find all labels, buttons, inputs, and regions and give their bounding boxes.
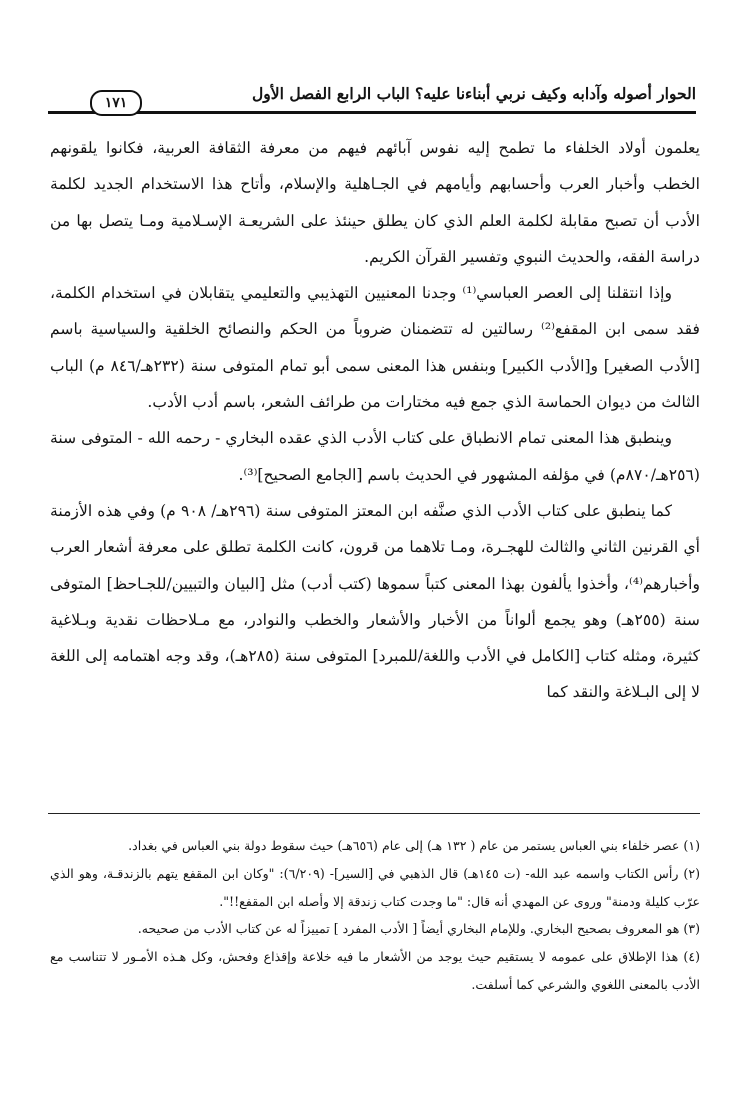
paragraph: كما ينطبق على كتاب الأدب الذي صنَّفه ابن المعتز المتوفى سنة (٢٩٦هـ/ ٩٠٨ م) وفي هذه الأزمنة أي القرنين الثاني والثالث للهجـرة، ومـا تلاهما من قرون، كانت الكلمة تطلق على معرفة أشعار العرب وأخبارهم⁽⁴⁾، وأخذوا يألفون بهذا المعنى كتباً سموها (كتب أدب) مثل [البيان والتبيين/للجـاحظ] المتوفى سنة (٢٥٥هـ) وهو يجمع ألواناً من الأخبار والأشعار والخطب والنوادر، مع مـلاحظات نقدية وبـلاغية كثيرة، ومثله كتاب [الكامل في الأدب واللغة/للمبرد] المتوفى سنة (٢٨٥هـ)، وقد وجه اهتمامه إلى اللغة لا إلى البـلاغة والنقد كما [50, 501, 700, 702]
running-header [48, 84, 696, 114]
paragraph: وينطبق هذا المعنى تمام الانطباق على كتاب الأدب الذي عقده البخاري - رحمه الله - المتوفى سنة (٢٥٦هـ/٨٧٠م) في مؤلفه المشهور في الحديث باسم [الجامع الصحيح]⁽³⁾. [50, 429, 700, 484]
paragraph: يعلمون أولاد الخلفاء ما تطمح إليه نفوس آبائهم فيهم من معرفة الثقافة العربية، فكانوا يلقونهم الخطب وأخبار العرب وأحسابهم وأيامهم في الجـاهلية والإسلام، وأتاح هذا الاستخدام الجديد لكلمة الأدب أن تصبح مقابلة لكلمة العلم الذي كان يطلق حينئذ على الشريعـة الإسـلامية ومـا يتصل بها من دراسة الفقه، والحديث النبوي وتفسير القرآن الكريم. [50, 139, 700, 266]
footnotes [50, 832, 700, 999]
footnote: (١) عصر خلفاء بني العباس يستمر من عام ( ١٣٢ هـ) إلى عام (٦٥٦هـ) حيث سقوط دولة بني العباس في بغداد. [128, 838, 700, 853]
footnote: (٢) رأس الكتاب واسمه عبد الله- (ت ١٤٥هـ) قال الذهبي في [السير]- (٦/٢٠٩): "وكان ابن المقفع يتهم بالزندقـة، وهو الذي عرّب كليلة ودمنة" وروى عن المهدي أنه قال: "ما وجدت كتاب زندقة إلا وأصله ابن المقفع!!". [50, 865, 700, 909]
main-text [50, 130, 700, 711]
footnote-separator [48, 813, 700, 814]
header-rule [48, 111, 696, 114]
page-number: ١٧١ [90, 90, 142, 116]
footnote: (٣) هو المعروف بصحيح البخاري. وللإمام البخاري أيضاً [ الأدب المفرد ] تمييزاً له عن كتاب الأدب من صحيحه. [137, 921, 700, 937]
footnote: (٤) هذا الإطلاق على عمومه لا يستقيم حيث يوجد من الأشعار ما فيه خلاعة وإقذاع وفحش، وكل هـذه الأمـور لا تتناسب مع الأدب بالمعنى اللغوي والشرعي كما أسلفت. [50, 949, 700, 992]
paragraph: وإذا انتقلنا إلى العصر العباسي⁽¹⁾ وجدنا المعنيين التهذيبي والتعليمي يتقابلان في استخدام الكلمة، فقد سمى ابن المقفع⁽²⁾ رسالتين له تتضمنان ضروباً من الحكم والنصائح الخلقية والسياسية باسم [الأدب الصغير] و[الأدب الكبير] وبنفس هذا المعنى سمى أبو تمام المتوفى سنة (٢٣٢هـ/٨٤٦ م) الباب الثالث من ديوان الحماسة الذي جمع فيه مختارات من طرائف الشعر، باسم أدب الأدب. [50, 284, 701, 412]
header-title: الحوار أصوله وآدابه وكيف نربي أبناءنا عليه؟ الباب الرابع الفصل الأول [252, 84, 696, 103]
